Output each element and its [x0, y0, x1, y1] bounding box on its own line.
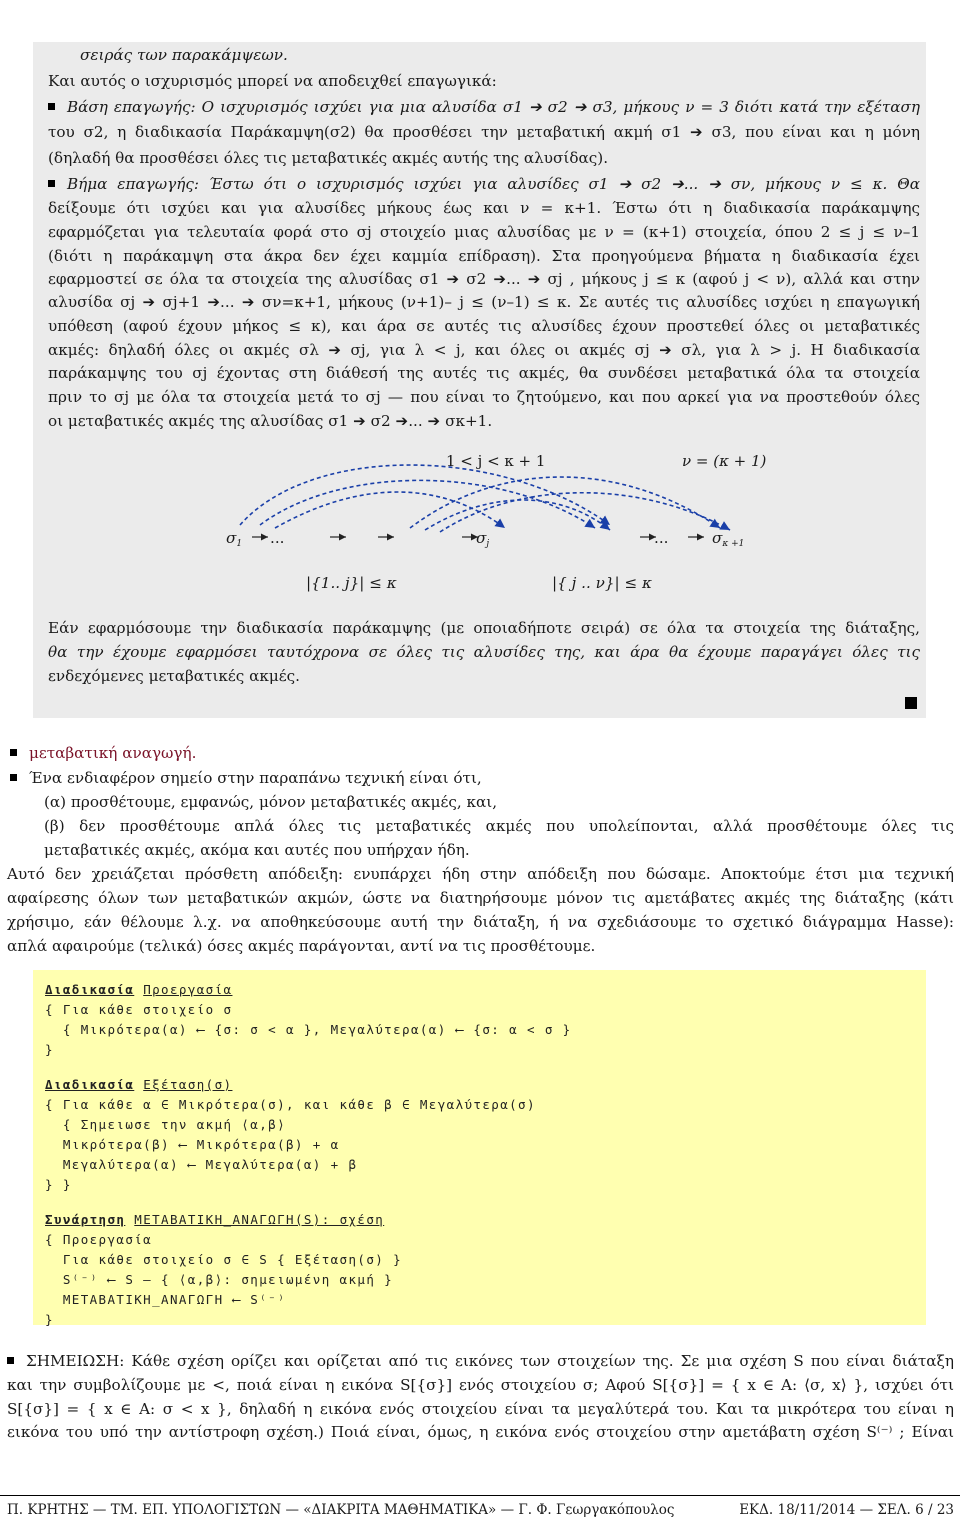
para-line-1: Αυτό δεν χρειάζεται πρόσθετη απόδειξη: ενυπάρχει ήδη στην απόδειξη που δώσαμε. Αποκτούμε έτσι μια τεχνική	[7, 865, 954, 883]
proof-line-9: (διότι η παράκαμψη στα άκρα δεν έχει καμμία επίδραση). Στα προηγούμενα βήματα η διαδικασία έχει	[48, 247, 920, 265]
footer-left: Π. ΚΡΗΤΗΣ — ΤΜ. ΕΠ. ΥΠΟΛΟΓΙΣΤΩΝ — «ΔΙΑΚΡΙΤΑ ΜΑΘΗΜΑΤΙΚΑ» — Γ. Φ. Γεωργακόπουλος	[7, 1502, 675, 1518]
code-line-a4: }	[45, 1042, 54, 1057]
code-line-c4: S⁽⁻⁾ ⟵ S – { ⟨α,β⟩: σημειωμένη ακμή }	[45, 1272, 394, 1287]
diagram-label-nu: ν = (κ + 1)	[682, 452, 767, 470]
note-line-3: (β) δεν προσθέτουμε απλά όλες τις μεταβατικές ακμές που υπολείπονται, αλλά προσθέτουμε όλες τις	[44, 817, 954, 835]
bullet-icon	[10, 774, 17, 781]
code-line-a2: { Για κάθε στοιχείο σ	[45, 1002, 233, 1017]
code-line-a1: Διαδικασία Προεργασία	[45, 982, 233, 997]
diagram-bound-left: |{1.. j}| ≤ κ	[306, 574, 397, 592]
diagram-bound-right: |{ j .. ν}| ≤ κ	[552, 574, 652, 592]
transitive-reduction-heading: μεταβατική αναγωγή.	[10, 742, 196, 766]
proof-line-2: Και αυτός ο ισχυρισμός μπορεί να αποδειχθεί επαγωγικά:	[48, 72, 497, 90]
proof-line-12: υπόθεση (αφού έχουν μήκος ≤ κ), και άρα σε αυτές τις αλυσίδες έχουν προστεθεί όλες οι μεταβατικές	[48, 317, 920, 335]
proof-line-3: Βάση επαγωγής: Ο ισχυρισμός ισχύει για μια αλυσίδα σ1 ➔ σ2 ➔ σ3, μήκους ν = 3 διότι κατά την εξέταση	[48, 96, 920, 120]
node-sigma-j: $\sigma_j$	[476, 529, 490, 549]
para-line-4: απλά αφαιρούμε (τελικά) όσες ακμές παράγονται, αντί να τις προσθέτουμε.	[7, 937, 596, 955]
proof-line-5: (δηλαδή θα προσθέσει όλες τις μεταβατικές ακμές αυτής της αλυσίδας).	[48, 149, 609, 167]
conclusion-line-3: ενδεχόμενες μεταβατικές ακμές.	[48, 667, 300, 685]
remark-line-2: και την συμβολίζουμε με <, ποιά είναι η εικόνα S[{σ}] ενός στοιχείου σ; Αφού S[{σ}] = { x ∈ A: ⟨σ, x⟩ }, ισχύει ότι	[7, 1376, 954, 1394]
bullet-icon	[10, 749, 17, 756]
remark-line-1: ΣΗΜΕΙΩΣΗ: Κάθε σχέση ορίζει και ορίζεται από τις εικόνες των στοιχείων της. Σε μια σχέση S που είναι διάταξη	[7, 1350, 954, 1374]
code-line-a3: { Μικρότερα(α) ⟵ {σ: σ < α }, Μεγαλύτερα(α) ⟵ {σ: α < σ }	[45, 1022, 572, 1037]
code-line-c5: ΜΕΤΑΒΑΤΙΚΗ_ΑΝΑΓΩΓΗ ⟵ S⁽⁻⁾	[45, 1292, 286, 1307]
proof-line-8: εφαρμόζεται για τελευταία φορά στο σj στοιχείο μιας αλυσίδας με ν = (κ+1) στοιχεία, όπου 2 ≤ j ≤ ν–1	[48, 223, 920, 241]
node-dots-2: ...	[654, 529, 669, 547]
note-line-1: Ένα ενδιαφέρον σημείο στην παραπάνω τεχνική είναι ότι,	[10, 767, 482, 791]
diagram-label-range: 1 < j < κ + 1	[446, 452, 546, 470]
code-line-c2: { Προεργασία	[45, 1232, 153, 1247]
footer-right: ΕΚΔ. 18/11/2014 — ΣΕΛ. 6 / 23	[739, 1502, 954, 1518]
footer-rule	[0, 1495, 960, 1496]
code-line-b5: Μεγαλύτερα(α) ⟵ Μεγαλύτερα(α) + β	[45, 1157, 358, 1172]
node-sigma-1: $\sigma_1$	[226, 529, 243, 549]
proof-line-16: οι μεταβατικές ακμές της αλυσίδας σ1 ➔ σ2 ➔... ➔ σκ+1.	[48, 412, 493, 430]
para-line-2: αφαίρεσης όλων των μεταβατικών ακμών, ώστε να διατηρήσουμε μόνον τις αμετάβατες ακμές της διάταξης (κάτι	[7, 889, 954, 907]
proof-line-7: δείξουμε ότι ισχύει και για αλυσίδες μήκους έως και ν = κ+1. Έστω ότι η διαδικασία παράκαμψης	[48, 199, 920, 217]
code-line-b3: { Σημειωσε την ακμή ⟨α,β⟩	[45, 1117, 286, 1132]
code-line-c1: Συνάρτηση ΜΕΤΑΒΑΤΙΚΗ_ΑΝΑΓΩΓΗ(S): σχέση	[45, 1212, 385, 1227]
qed-square-icon	[905, 697, 917, 709]
node-sigma-k1: $\sigma_{\kappa +1}$	[712, 529, 745, 549]
bullet-icon	[7, 1357, 14, 1364]
remark-line-3: S[{σ}] = { x ∈ A: σ < x }, δηλαδή η εικόνα ενός στοιχείου είναι τα μεγαλύτερά του. Και τα μικρότερα του είναι η	[7, 1400, 954, 1418]
conclusion-line-2: θα την έχουμε εφαρμόσει ταυτόχρονα σε όλες τις αλυσίδες της, και άρα θα έχουμε παραγάγει όλες τις	[48, 643, 920, 661]
proof-line-1: σειράς των παρακάμψεων.	[80, 46, 288, 64]
proof-line-15: πριν το σj με όλα τα στοιχεία μετά το σj — που είναι το ζητούμενο, και που αρκεί για να προστεθούν όλες	[48, 388, 920, 406]
bullet-icon	[48, 180, 55, 187]
code-line-b4: Μικρότερα(β) ⟵ Μικρότερα(β) + α	[45, 1137, 340, 1152]
code-line-c6: }	[45, 1312, 54, 1327]
code-line-b2: { Για κάθε α ∈ Μικρότερα(σ), και κάθε β ∈ Μεγαλύτερα(σ)	[45, 1097, 536, 1112]
proof-line-10: εφαρμοστεί σε όλα τα στοιχεία της αλυσίδας σ1 ➔ σ2 ➔... ➔ σj , μήκους j ≤ κ (αφού j < ν), αλλά και στην	[48, 270, 920, 288]
code-line-b1: Διαδικασία Εξέταση(σ)	[45, 1077, 233, 1092]
code-line-c3: Για κάθε στοιχείο σ ∈ S { Εξέταση(σ) }	[45, 1252, 403, 1267]
conclusion-line-1: Εάν εφαρμόσουμε την διαδικασία παράκαμψης (με οποιαδήποτε σειρά) σε όλα τα στοιχεία της διάταξης,	[48, 619, 920, 637]
proof-line-6: Βήμα επαγωγής: Έστω ότι ο ισχυρισμός ισχύει για αλυσίδες σ1 ➔ σ2 ➔... ➔ σν, μήκους ν ≤ κ. Θα	[48, 173, 920, 197]
proof-line-4: του σ2, η διαδικασία Παράκαμψη(σ2) θα προσθέσει την μεταβατική ακμή σ1 ➔ σ3, που είναι και η μόνη	[48, 123, 920, 141]
remark-line-4: εικόνα του υπό την αντίστροφη σχέση.) Ποιά είναι, όμως, η εικόνα ενός στοιχείου στην αμετάβατη σχέση S⁽⁻⁾ ; Είναι	[7, 1423, 954, 1441]
bullet-icon	[48, 103, 55, 110]
para-line-3: χρήσιμο, εάν θέλουμε λ.χ. να αποθηκεύσουμε αυτή την διάταξη, ή να σχεδιάσουμε το σχετικό διάγραμμα Hasse):	[7, 913, 954, 931]
note-line-4: μεταβατικές ακμές, ακόμα και αυτές που υπήρχαν ήδη.	[44, 841, 470, 859]
code-line-b6: } }	[45, 1177, 72, 1192]
note-line-2: (α) προσθέτουμε, εμφανώς, μόνον μεταβατικές ακμές, και,	[44, 793, 498, 811]
proof-line-13: ακμές: δηλαδή όλες οι ακμές σλ ➔ σj, για λ < j, και όλες οι ακμές σj ➔ σλ, για λ > j. Η διαδικασία	[48, 341, 920, 359]
proof-line-14: παράκαμψης του σj έχοντας στη διάθεσή της αυτές τις ακμές, θα συνδέσει μεταβατικά όλα τα στοιχεία	[48, 364, 920, 382]
node-dots-1: ...	[270, 529, 285, 547]
proof-line-11: αλυσίδα σj ➔ σj+1 ➔... ➔ σν=κ+1, μήκους (ν+1)– j ≤ (ν–1) ≤ κ. Σε αυτές τις αλυσίδες ισχύει η επαγωγική	[48, 293, 920, 311]
